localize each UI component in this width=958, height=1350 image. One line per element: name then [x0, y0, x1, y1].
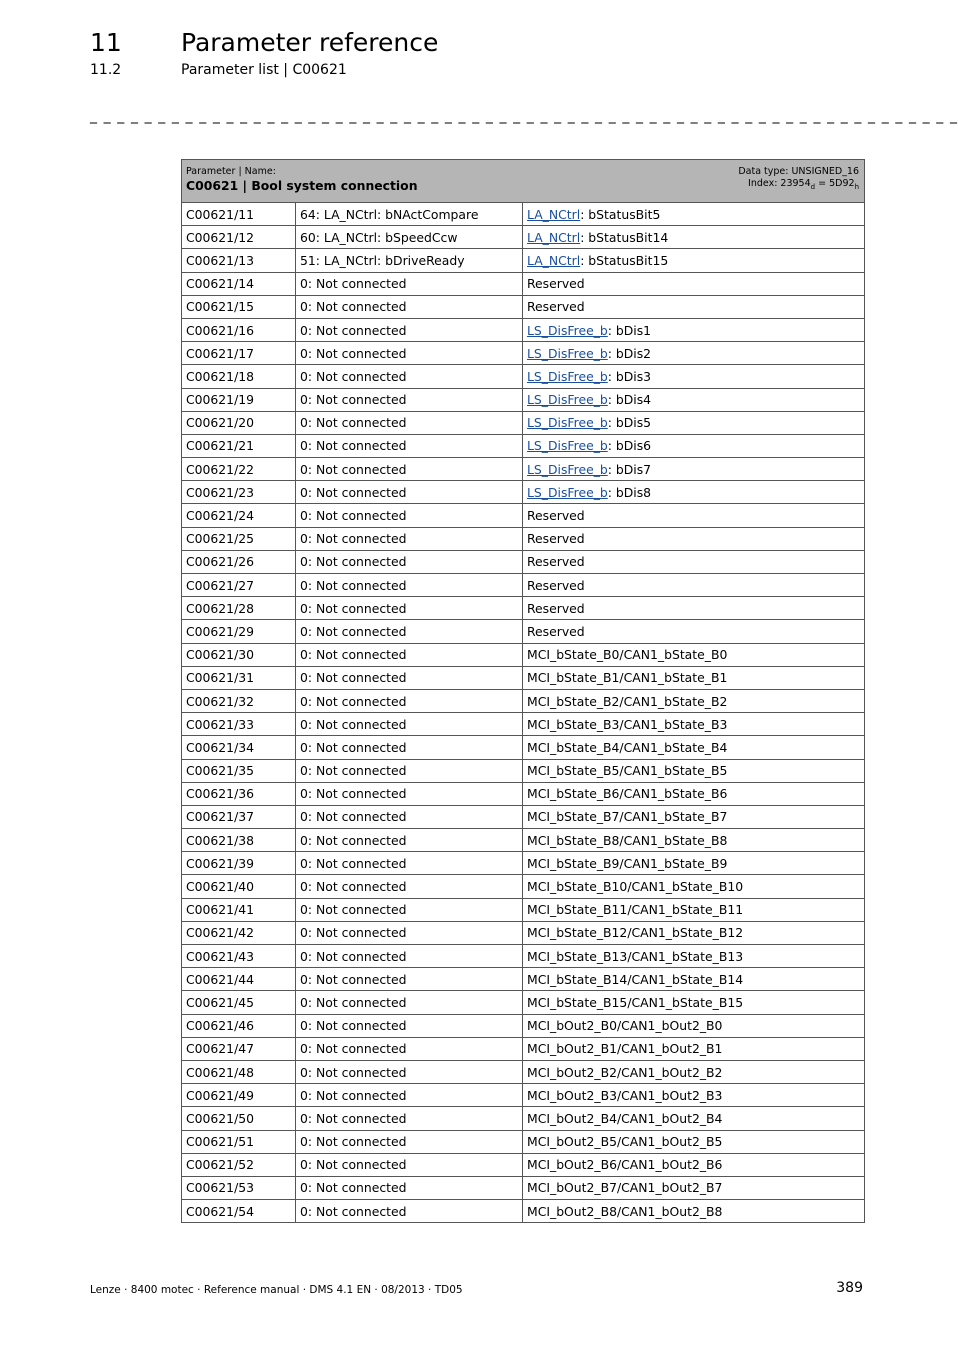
table-row [182, 434, 865, 457]
description-cell [523, 458, 865, 481]
value-cell: 0: Not connected [296, 805, 523, 828]
description-text: MCI_bState_B2/CAN1_bState_B2 [527, 693, 728, 709]
description-text: MCI_bState_B10/CAN1_bState_B10 [527, 879, 744, 895]
description-text: : bDis2 [607, 345, 652, 361]
description-cell [523, 1107, 865, 1130]
description-cell [523, 805, 865, 828]
value-cell: 0: Not connected [296, 921, 523, 944]
description-text: MCI_bOut2_B4/CAN1_bOut2_B4 [527, 1110, 723, 1126]
description-text: MCI_bOut2_B8/CAN1_bOut2_B8 [527, 1203, 723, 1219]
value-cell: 0: Not connected [296, 1153, 523, 1176]
value-cell: 0: Not connected [296, 1037, 523, 1060]
description-cell [523, 550, 865, 573]
value-cell: 0: Not connected [296, 458, 523, 481]
header-parameter-name: C00621 | Bool system connection [186, 178, 418, 193]
value-cell: 0: Not connected [296, 550, 523, 573]
param-cell: C00621/38 [182, 829, 296, 852]
value-cell: 0: Not connected [296, 666, 523, 689]
value-cell: 0: Not connected [296, 365, 523, 388]
value-cell: 0: Not connected [296, 898, 523, 921]
table-row [182, 574, 865, 597]
description-cell [523, 1014, 865, 1037]
param-cell: C00621/54 [182, 1200, 296, 1223]
table-row [182, 342, 865, 365]
description-cell [523, 295, 865, 318]
table-row [182, 666, 865, 689]
param-cell: C00621/13 [182, 249, 296, 272]
header-type-info [738, 166, 859, 193]
table-row [182, 991, 865, 1014]
value-cell: 0: Not connected [296, 342, 523, 365]
value-cell: 0: Not connected [296, 620, 523, 643]
value-cell: 0: Not connected [296, 1084, 523, 1107]
table-row [182, 388, 865, 411]
description-cell [523, 1200, 865, 1223]
param-cell: C00621/31 [182, 666, 296, 689]
description-text: MCI_bOut2_B0/CAN1_bOut2_B0 [527, 1018, 723, 1034]
description-cell [523, 226, 865, 249]
param-cell: C00621/24 [182, 504, 296, 527]
description-cell [523, 736, 865, 759]
param-cell: C00621/18 [182, 365, 296, 388]
table-header-row [182, 160, 865, 203]
description-cell [523, 1037, 865, 1060]
value-cell: 0: Not connected [296, 1176, 523, 1199]
description-text: MCI_bState_B14/CAN1_bState_B14 [527, 971, 744, 987]
description-cell [523, 782, 865, 805]
chapter-title: Parameter reference [181, 28, 439, 57]
description-cell [523, 249, 865, 272]
param-cell: C00621/34 [182, 736, 296, 759]
function-block-link[interactable]: LA_NCtrl [527, 252, 581, 268]
description-cell [523, 898, 865, 921]
description-text: Reserved [527, 577, 585, 593]
description-text: MCI_bState_B1/CAN1_bState_B1 [527, 670, 728, 686]
description-text: MCI_bOut2_B2/CAN1_bOut2_B2 [527, 1064, 723, 1080]
param-cell: C00621/42 [182, 921, 296, 944]
value-cell: 0: Not connected [296, 318, 523, 341]
param-cell: C00621/53 [182, 1176, 296, 1199]
value-cell: 0: Not connected [296, 759, 523, 782]
param-cell: C00621/39 [182, 852, 296, 875]
param-cell: C00621/25 [182, 527, 296, 550]
description-cell [523, 1176, 865, 1199]
description-cell [523, 643, 865, 666]
description-cell [523, 318, 865, 341]
param-cell: C00621/20 [182, 411, 296, 434]
param-cell: C00621/37 [182, 805, 296, 828]
description-cell [523, 1153, 865, 1176]
param-cell: C00621/16 [182, 318, 296, 341]
table-row [182, 597, 865, 620]
description-cell [523, 481, 865, 504]
description-text: MCI_bOut2_B7/CAN1_bOut2_B7 [527, 1180, 723, 1196]
description-cell [523, 620, 865, 643]
section-title: Parameter list | C00621 [181, 62, 347, 78]
table-row [182, 620, 865, 643]
value-cell: 0: Not connected [296, 272, 523, 295]
description-cell [523, 666, 865, 689]
description-text: MCI_bState_B11/CAN1_bState_B11 [527, 902, 744, 918]
description-text: MCI_bOut2_B3/CAN1_bOut2_B3 [527, 1087, 723, 1103]
description-cell [523, 527, 865, 550]
param-cell: C00621/21 [182, 434, 296, 457]
param-cell: C00621/44 [182, 968, 296, 991]
table-row [182, 481, 865, 504]
table-row [182, 226, 865, 249]
table-row [182, 1014, 865, 1037]
param-cell: C00621/35 [182, 759, 296, 782]
description-cell [523, 574, 865, 597]
function-block-link[interactable]: LA_NCtrl [527, 229, 581, 245]
description-text: : bStatusBit5 [580, 206, 661, 222]
description-text: : bStatusBit14 [580, 229, 669, 245]
table-row [182, 736, 865, 759]
description-text: : bDis6 [607, 438, 652, 454]
table-row [182, 203, 865, 226]
description-text: MCI_bState_B8/CAN1_bState_B8 [527, 832, 728, 848]
param-cell: C00621/51 [182, 1130, 296, 1153]
description-cell [523, 342, 865, 365]
description-text: MCI_bState_B3/CAN1_bState_B3 [527, 716, 728, 732]
description-text: Reserved [527, 276, 585, 292]
param-cell: C00621/36 [182, 782, 296, 805]
param-cell: C00621/40 [182, 875, 296, 898]
value-cell: 0: Not connected [296, 295, 523, 318]
description-text: MCI_bState_B7/CAN1_bState_B7 [527, 809, 728, 825]
table-row [182, 829, 865, 852]
function-block-link[interactable]: LS_DisFree_b [527, 438, 608, 454]
description-text: MCI_bState_B4/CAN1_bState_B4 [527, 739, 728, 755]
table-row [182, 1200, 865, 1223]
value-cell: 60: LA_NCtrl: bSpeedCcw [296, 226, 523, 249]
param-cell: C00621/50 [182, 1107, 296, 1130]
chapter-number: 11 [90, 28, 122, 57]
description-cell [523, 829, 865, 852]
value-cell: 0: Not connected [296, 713, 523, 736]
param-cell: C00621/15 [182, 295, 296, 318]
function-block-link[interactable]: LS_DisFree_b [527, 368, 608, 384]
table-row [182, 295, 865, 318]
description-text: MCI_bState_B5/CAN1_bState_B5 [527, 763, 728, 779]
description-cell [523, 991, 865, 1014]
description-text: Reserved [527, 508, 585, 524]
value-cell: 0: Not connected [296, 968, 523, 991]
description-text: MCI_bState_B13/CAN1_bState_B13 [527, 948, 744, 964]
param-cell: C00621/43 [182, 945, 296, 968]
table-row [182, 852, 865, 875]
value-cell: 0: Not connected [296, 434, 523, 457]
param-cell: C00621/19 [182, 388, 296, 411]
description-cell [523, 689, 865, 712]
param-cell: C00621/49 [182, 1084, 296, 1107]
description-text: MCI_bState_B6/CAN1_bState_B6 [527, 786, 728, 802]
description-text: : bDis4 [607, 392, 652, 408]
table-row [182, 1107, 865, 1130]
param-cell: C00621/22 [182, 458, 296, 481]
param-cell: C00621/17 [182, 342, 296, 365]
value-cell: 0: Not connected [296, 1060, 523, 1083]
value-cell: 64: LA_NCtrl: bNActCompare [296, 203, 523, 226]
section-number: 11.2 [90, 62, 122, 78]
value-cell: 0: Not connected [296, 1200, 523, 1223]
description-text: Reserved [527, 554, 585, 570]
value-cell: 0: Not connected [296, 689, 523, 712]
data-type: Data type: UNSIGNED_16 [738, 166, 859, 177]
description-text: : bDis5 [607, 415, 652, 431]
description-cell [523, 365, 865, 388]
param-cell: C00621/27 [182, 574, 296, 597]
table-row [182, 921, 865, 944]
param-cell: C00621/41 [182, 898, 296, 921]
table-row [182, 782, 865, 805]
param-cell: C00621/23 [182, 481, 296, 504]
function-block-link[interactable]: LS_DisFree_b [527, 461, 608, 477]
value-cell: 0: Not connected [296, 527, 523, 550]
page-number: 389 [836, 1280, 863, 1296]
value-cell: 0: Not connected [296, 388, 523, 411]
description-text: : bDis7 [607, 461, 652, 477]
table-row [182, 365, 865, 388]
description-cell [523, 504, 865, 527]
table-row [182, 945, 865, 968]
param-cell: C00621/12 [182, 226, 296, 249]
description-cell [523, 388, 865, 411]
description-cell [523, 968, 865, 991]
table-row [182, 1084, 865, 1107]
value-cell: 0: Not connected [296, 574, 523, 597]
description-cell [523, 759, 865, 782]
function-block-link[interactable]: LS_DisFree_b [527, 392, 608, 408]
table-row [182, 875, 865, 898]
table-row [182, 1176, 865, 1199]
param-cell: C00621/14 [182, 272, 296, 295]
description-cell [523, 1130, 865, 1153]
table-row [182, 805, 865, 828]
table-row [182, 504, 865, 527]
index-info: Index: $23954_d = 5D92_h$ [748, 178, 859, 191]
value-cell: 0: Not connected [296, 875, 523, 898]
description-text: : bDis3 [607, 368, 652, 384]
table-row [182, 898, 865, 921]
table-row [182, 713, 865, 736]
description-text: MCI_bOut2_B5/CAN1_bOut2_B5 [527, 1134, 723, 1150]
description-text: MCI_bOut2_B1/CAN1_bOut2_B1 [527, 1041, 723, 1057]
description-cell [523, 852, 865, 875]
description-text: : bDis1 [607, 322, 652, 338]
value-cell: 0: Not connected [296, 1130, 523, 1153]
description-cell [523, 945, 865, 968]
description-text: Reserved [527, 531, 585, 547]
table-row [182, 550, 865, 573]
table-row [182, 759, 865, 782]
param-cell: C00621/48 [182, 1060, 296, 1083]
description-cell [523, 921, 865, 944]
param-cell: C00621/28 [182, 597, 296, 620]
table-row [182, 411, 865, 434]
table-row [182, 1060, 865, 1083]
description-text: MCI_bState_B12/CAN1_bState_B12 [527, 925, 744, 941]
description-text: MCI_bOut2_B6/CAN1_bOut2_B6 [527, 1157, 723, 1173]
value-cell: 0: Not connected [296, 643, 523, 666]
param-cell: C00621/30 [182, 643, 296, 666]
description-text: Reserved [527, 623, 585, 639]
table-row [182, 1153, 865, 1176]
value-cell: 0: Not connected [296, 597, 523, 620]
table-row [182, 1130, 865, 1153]
description-cell [523, 272, 865, 295]
table-row [182, 318, 865, 341]
description-cell [523, 1060, 865, 1083]
parameter-table [181, 159, 865, 1223]
description-text: MCI_bState_B0/CAN1_bState_B0 [527, 647, 728, 663]
table-row [182, 249, 865, 272]
description-cell [523, 203, 865, 226]
value-cell: 0: Not connected [296, 829, 523, 852]
param-cell: C00621/47 [182, 1037, 296, 1060]
description-cell [523, 434, 865, 457]
param-cell: C00621/11 [182, 203, 296, 226]
param-cell: C00621/45 [182, 991, 296, 1014]
footer-text: Lenze · 8400 motec · Reference manual · DMS 4.1 EN · 08/2013 · TD05 [90, 1284, 463, 1296]
param-cell: C00621/29 [182, 620, 296, 643]
value-cell: 0: Not connected [296, 945, 523, 968]
description-cell [523, 1084, 865, 1107]
function-block-link[interactable]: LA_NCtrl [527, 206, 581, 222]
value-cell: 0: Not connected [296, 736, 523, 759]
value-cell: 0: Not connected [296, 782, 523, 805]
table-row [182, 458, 865, 481]
description-text: Reserved [527, 299, 585, 315]
description-cell [523, 597, 865, 620]
value-cell: 0: Not connected [296, 504, 523, 527]
table-row [182, 643, 865, 666]
description-text: MCI_bState_B9/CAN1_bState_B9 [527, 855, 728, 871]
function-block-link[interactable]: LS_DisFree_b [527, 415, 608, 431]
param-cell: C00621/46 [182, 1014, 296, 1037]
description-cell [523, 713, 865, 736]
header-label: Parameter | Name: [186, 166, 276, 177]
param-cell: C00621/33 [182, 713, 296, 736]
value-cell: 0: Not connected [296, 1014, 523, 1037]
table-row [182, 1037, 865, 1060]
param-cell: C00621/26 [182, 550, 296, 573]
table-row [182, 689, 865, 712]
value-cell: 0: Not connected [296, 481, 523, 504]
table-row [182, 968, 865, 991]
description-text: : bDis8 [607, 484, 652, 500]
function-block-link[interactable]: LS_DisFree_b [527, 322, 608, 338]
value-cell: 0: Not connected [296, 1107, 523, 1130]
table-row [182, 527, 865, 550]
description-cell [523, 875, 865, 898]
function-block-link[interactable]: LS_DisFree_b [527, 484, 608, 500]
description-text: : bStatusBit15 [580, 252, 669, 268]
table-row [182, 272, 865, 295]
param-cell: C00621/32 [182, 689, 296, 712]
table-header-cell [182, 160, 865, 203]
description-text: MCI_bState_B15/CAN1_bState_B15 [527, 994, 744, 1010]
value-cell: 0: Not connected [296, 411, 523, 434]
description-text: Reserved [527, 600, 585, 616]
divider-line: _ _ _ _ _ _ _ _ _ _ _ _ _ _ _ _ _ _ _ _ _ _ _ _ _ _ _ _ _ _ _ _ _ _ _ _ _ _ _ _ _ _ _ _ _ _ _ _ _ _ _ _ _ _ _ _ _ _ _ _ _ _ _ _ [90, 108, 958, 124]
value-cell: 51: LA_NCtrl: bDriveReady [296, 249, 523, 272]
param-cell: C00621/52 [182, 1153, 296, 1176]
function-block-link[interactable]: LS_DisFree_b [527, 345, 608, 361]
value-cell: 0: Not connected [296, 991, 523, 1014]
value-cell: 0: Not connected [296, 852, 523, 875]
description-cell [523, 411, 865, 434]
